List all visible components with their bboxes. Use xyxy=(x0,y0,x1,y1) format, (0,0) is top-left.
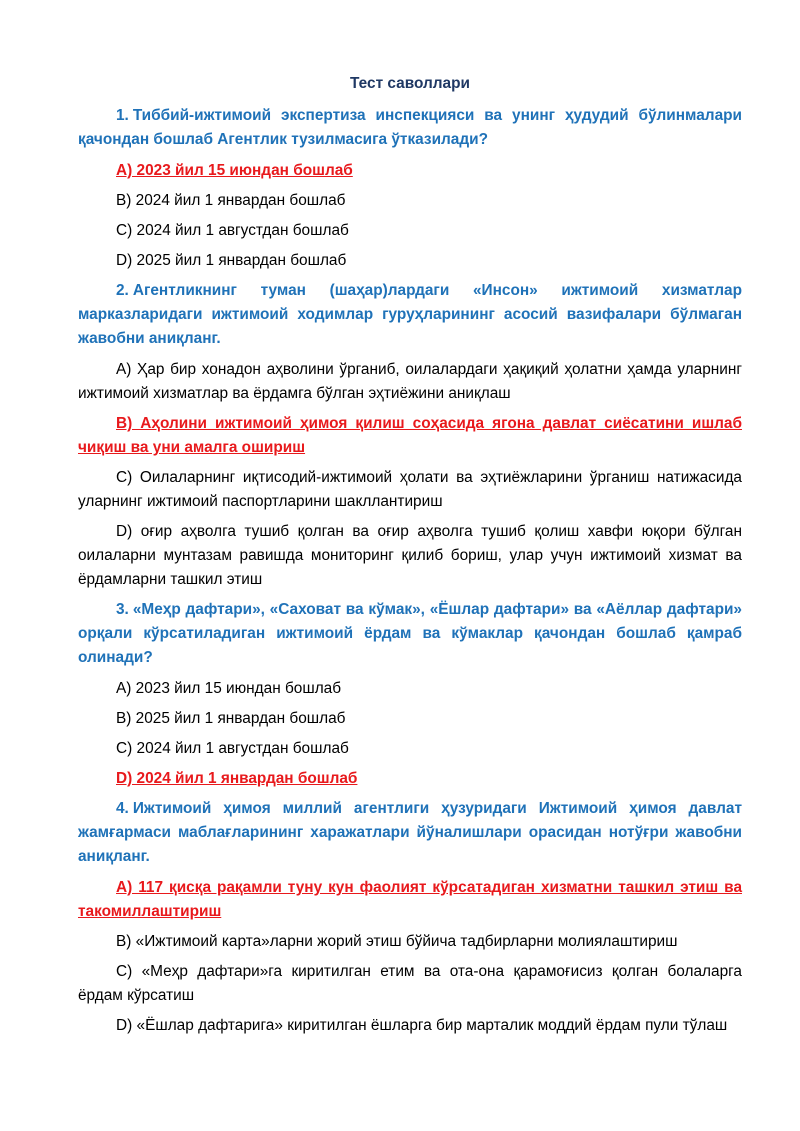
page-title: Тест саволлари xyxy=(350,75,470,92)
answer-option: B) 2024 йил 1 январдан бошлаб xyxy=(116,192,346,209)
answer-option: C) 2024 йил 1 августдан бошлаб xyxy=(116,740,349,757)
question-number: 4. xyxy=(116,800,129,817)
question-number: 2. xyxy=(116,282,129,299)
answer-option: B) 2025 йил 1 январдан бошлаб xyxy=(116,710,346,727)
answer-option: D) «Ёшлар дафтарига» киритилган ёшларга бир марталик моддий ёрдам пули тўлаш xyxy=(116,1017,728,1034)
answer-option-correct: B) Аҳолини ижтимоий ҳимоя қилиш соҳасида ягона давлат сиёсатини ишлаб чиқиш ва уни амалга ошириш xyxy=(78,415,742,456)
answer-option: A) 2023 йил 15 июндан бошлаб xyxy=(116,680,342,697)
answer-option: D) оғир аҳволга тушиб қолган ва оғир аҳволга тушиб қолиш хавфи юқори бўлган оилаларни мунтазам равишда мониторинг қилиб бориш, улар учун ижтимоий хизмат ва ёрдамларни ташкил этиш xyxy=(78,523,742,588)
question-4 xyxy=(78,797,742,869)
question-text: Тиббий-ижтимоий экспертиза инспекцияси ва унинг ҳудудий бўлинмалари қачондан бошлаб Агентлик тузилмасига ўтказилади? xyxy=(78,107,742,148)
question-text: Ижтимоий ҳимоя миллий агентлиги ҳузуридаги Ижтимоий ҳимоя давлат жамғармаси маблағларининг харажатлари йўналишлари орасидан нотўғри жавобни аниқланг. xyxy=(78,800,742,865)
question-number: 3. xyxy=(116,601,129,618)
question-number: 1. xyxy=(116,107,129,124)
answer-option: C) Оилаларнинг иқтисодий-ижтимоий ҳолати ва эҳтиёжларини ўрганиш натижасида уларнинг ижтимоий паспортларини шакллантириш xyxy=(78,469,742,510)
answer-option: D) 2025 йил 1 январдан бошлаб xyxy=(116,252,347,269)
answer-option-correct: A) 117 қисқа рақамли туну кун фаолият кўрсатадиган хизматни ташкил этиш ва такомиллаштириш xyxy=(78,879,742,920)
question-1 xyxy=(78,104,742,152)
answer-option-correct: A) 2023 йил 15 июндан бошлаб xyxy=(116,162,353,179)
answer-option-correct: D) 2024 йил 1 январдан бошлаб xyxy=(116,770,358,787)
answer-option: B) «Ижтимоий карта»ларни жорий этиш бўйича тадбирларни молиялаштириш xyxy=(116,933,678,950)
question-text: «Меҳр дафтари», «Саховат ва кўмак», «Ёшлар дафтари» ва «Аёллар дафтари» орқали кўрсатиладиган ижтимоий ёрдам ва кўмаклар қачондан бошлаб қамраб олинади? xyxy=(78,601,742,666)
answer-option: A) Ҳар бир хонадон аҳволини ўрганиб, оилалардаги ҳақиқий ҳолатни ҳамда уларнинг ижтимоий хизматлар ва ёрдамга бўлган эҳтиёжини аниқлаш xyxy=(78,361,742,402)
answer-option: C) 2024 йил 1 августдан бошлаб xyxy=(116,222,349,239)
document-page xyxy=(78,72,742,1044)
question-text: Агентликнинг туман (шаҳар)лардаги «Инсон» ижтимоий хизматлар марказларидаги ижтимоий ходимлар гуруҳларининг асосий вазифалари бўлмаган жавобни аниқланг. xyxy=(78,282,742,347)
question-3 xyxy=(78,598,742,670)
answer-option: C) «Меҳр дафтари»га киритилган етим ва ота-она қарамоғисиз қолган болаларга ёрдам кўрсатиш xyxy=(78,963,742,1004)
question-2 xyxy=(78,279,742,351)
